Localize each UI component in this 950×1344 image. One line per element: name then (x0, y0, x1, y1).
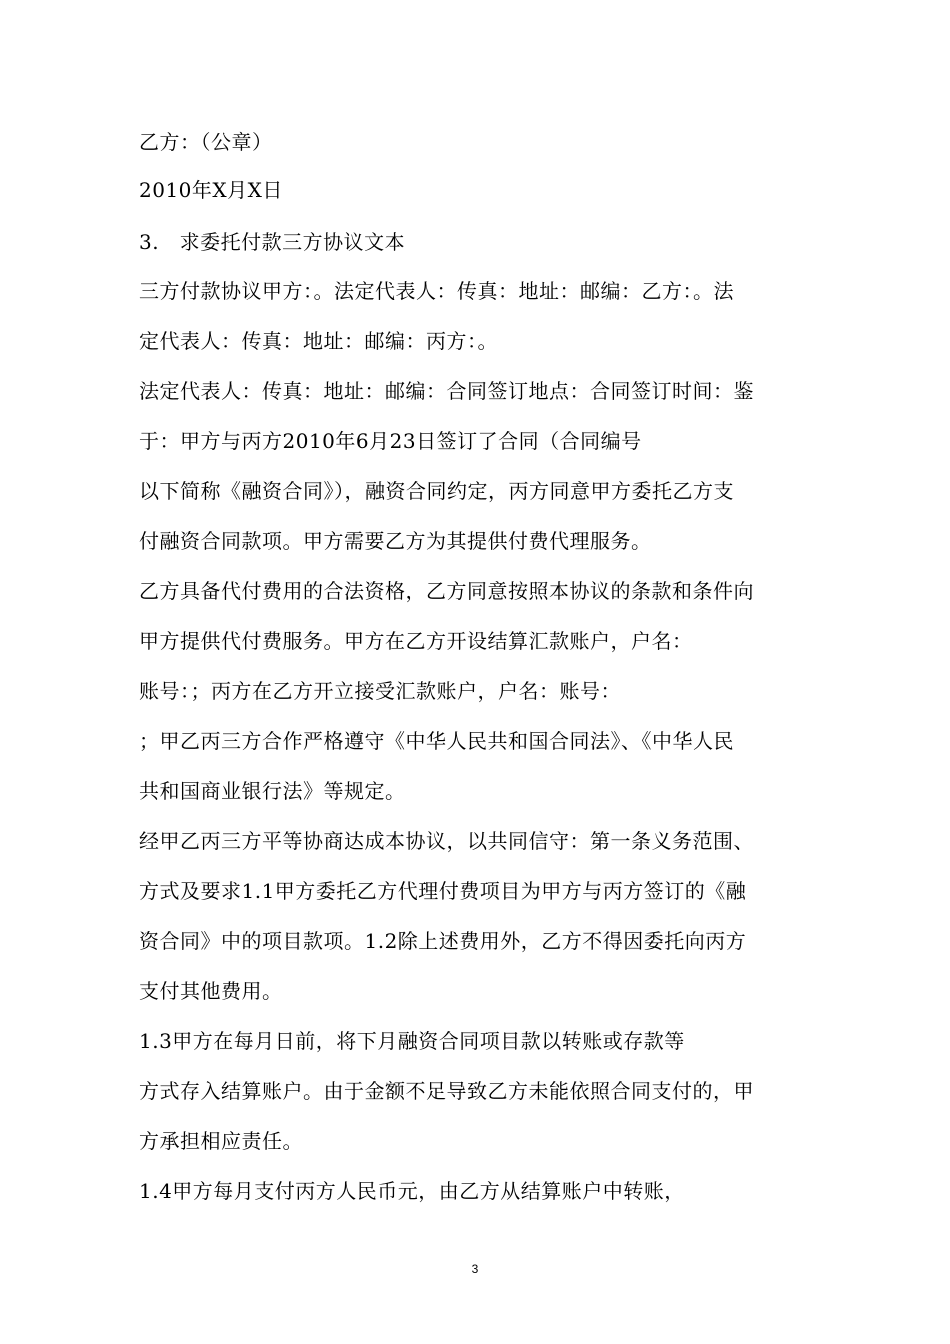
text-line: 法定代表人：传真：地址：邮编：合同签订地点：合同签订时间：鉴 (139, 379, 754, 403)
text-line: 资合同》中的项目款项。1.2除上述费用外，乙方不得因委托向丙方 (139, 929, 747, 953)
text-line: 经甲乙丙三方平等协商达成本协议，以共同信守：第一条义务范围、 (139, 829, 754, 853)
text-line: 付融资合同款项。甲方需要乙方为其提供付费代理服务。 (139, 529, 652, 553)
text-line: 支付其他费用。 (139, 979, 283, 1003)
text-line: 账号：；丙方在乙方开立接受汇款账户，户名：账号： (139, 679, 621, 703)
text-line: 方承担相应责任。 (139, 1129, 303, 1153)
text-line: 1.4甲方每月支付丙方人民币元，由乙方从结算账户中转账， (139, 1179, 685, 1203)
text-line: 乙方具备代付费用的合法资格，乙方同意按照本协议的条款和条件向 (139, 579, 754, 603)
text-line: 方式及要求1.1甲方委托乙方代理付费项目为甲方与丙方签订的《融 (139, 879, 747, 903)
page-number: 3 (471, 1262, 479, 1276)
text-line: 定代表人：传真：地址：邮编：丙方：。 (139, 329, 498, 353)
text-line: 乙方：（公章） (139, 130, 273, 154)
text-line: 1.3甲方在每月日前，将下月融资合同项目款以转账或存款等 (139, 1029, 685, 1053)
text-line: 以下简称《融资合同》），融资合同约定，丙方同意甲方委托乙方支 (139, 479, 734, 503)
text-line: 于：甲方与丙方2010年6月23日签订了合同（合同编号 (139, 429, 642, 453)
text-line: ；甲乙丙三方合作严格遵守《中华人民共和国合同法》、《中华人民 (139, 729, 734, 753)
text-line: 三方付款协议甲方：。法定代表人：传真：地址：邮编：乙方：。法 (139, 279, 734, 303)
text-line: 共和国商业银行法》等规定。 (139, 779, 406, 803)
text-line: 甲方提供代付费服务。甲方在乙方开设结算汇款账户，户名： (139, 629, 693, 653)
text-line: 3. 求委托付款三方协议文本 (139, 230, 406, 254)
text-line: 2010年X月X日 (139, 178, 283, 202)
text-line: 方式存入结算账户。由于金额不足导致乙方未能依照合同支付的，甲 (139, 1079, 754, 1103)
